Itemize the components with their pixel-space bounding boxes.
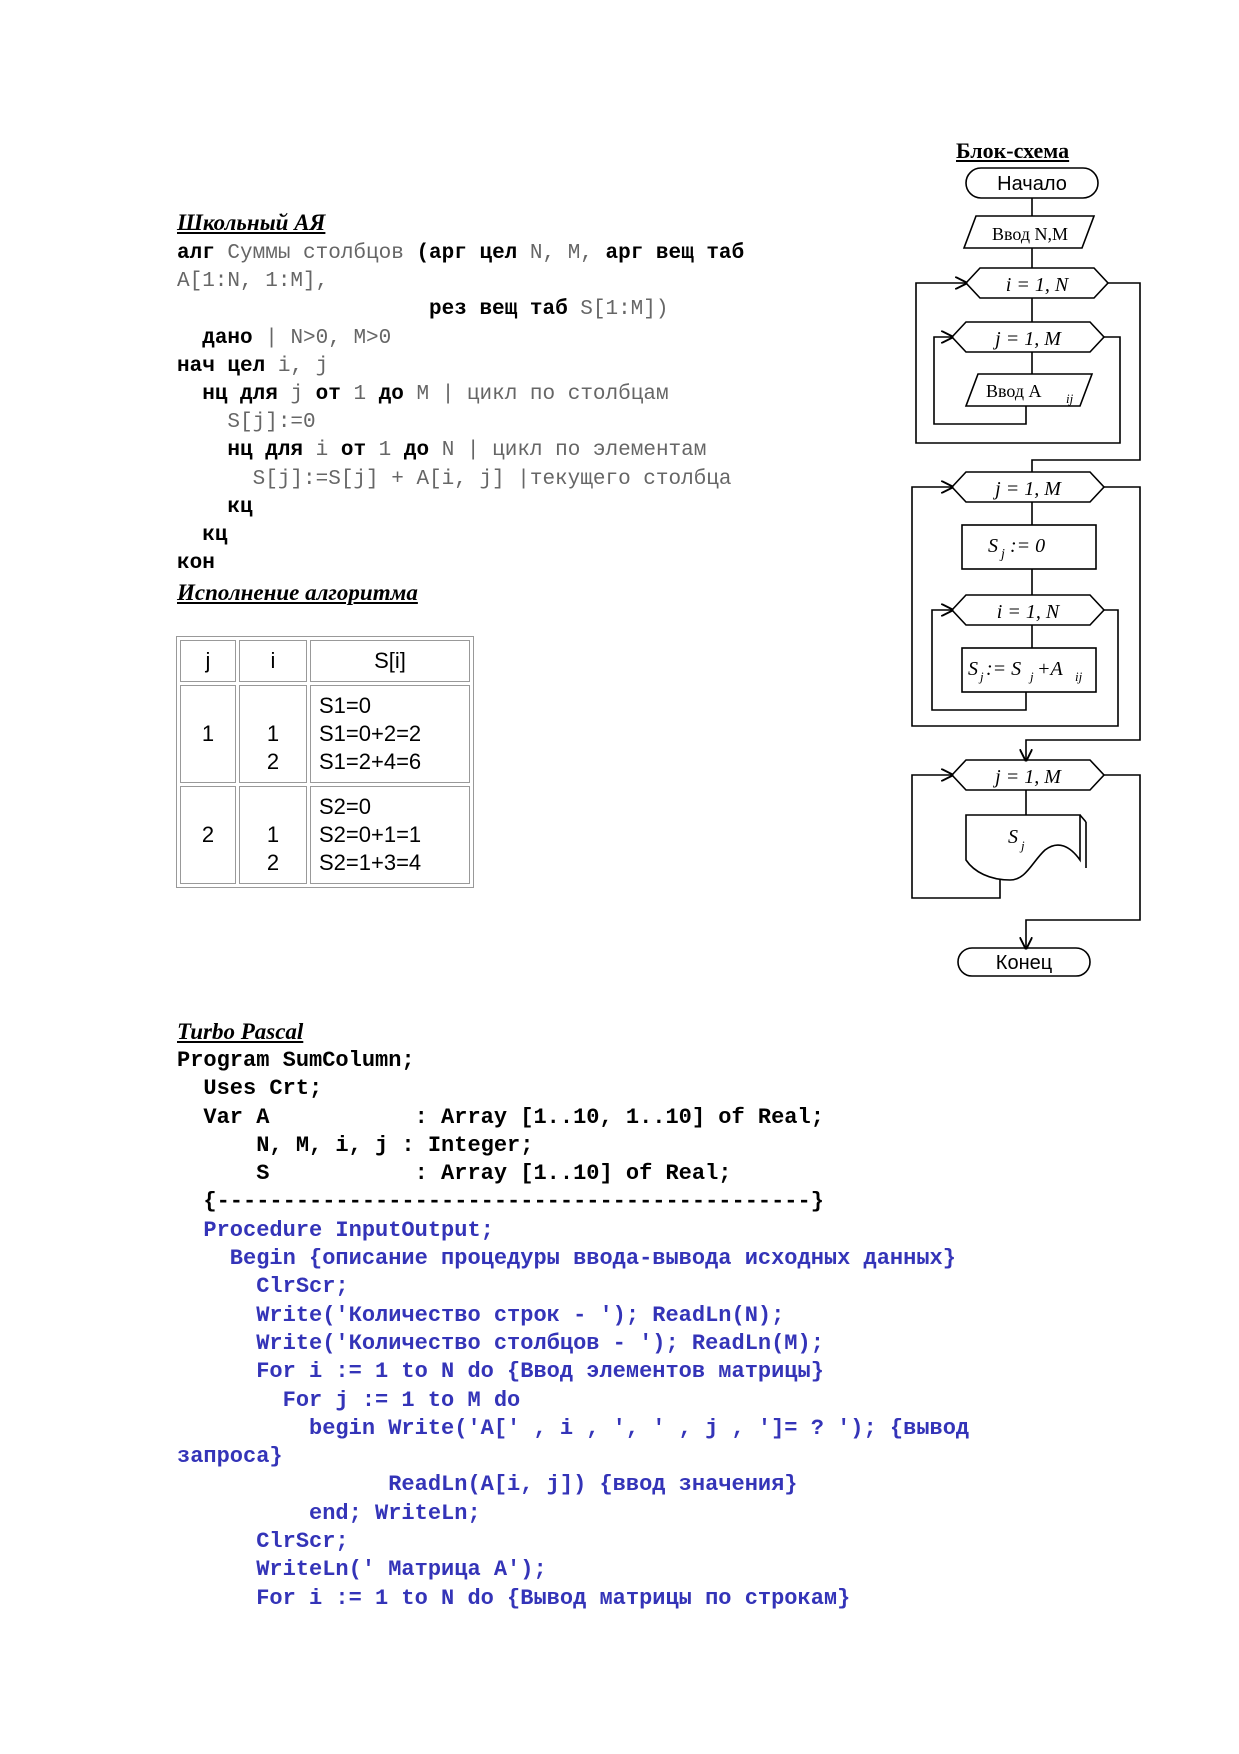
school-code-line: [177, 466, 744, 494]
cell-i: [239, 786, 307, 884]
code-text: Var A : Array [1..10, 1..10] of Real;: [177, 1104, 824, 1130]
cell-s-line: S2=0+1=1: [319, 822, 422, 847]
execution-heading: Исполнение алгоритма: [177, 580, 418, 605]
flow-loop-j-label: j = 1, M: [995, 328, 1061, 350]
code-text: S[j]:=0: [177, 411, 316, 435]
pascal-code-line: [177, 1160, 969, 1188]
cell-i-line: 1: [266, 721, 280, 746]
code-text: For i := 1 to N do {Ввод элементов матрицы}: [177, 1359, 824, 1385]
cell-s-line: S1=2+4=6: [319, 749, 422, 774]
code-text: S[j]:=S[j] + A[i, j] |текущего столбца: [177, 467, 732, 491]
code-text: WriteLn(' Матрица A');: [177, 1557, 547, 1583]
code-text: ClrScr;: [177, 1274, 349, 1300]
pascal-code-line: [177, 1075, 969, 1103]
code-text: end; WriteLn;: [177, 1500, 481, 1526]
pascal-code-line: [177, 1556, 969, 1584]
school-code-line: [177, 437, 744, 465]
code-text: ReadLn(A[i, j]) {ввод значения}: [177, 1472, 798, 1498]
school-heading: Школьный АЯ: [177, 210, 326, 235]
code-keyword: нач цел: [177, 354, 266, 378]
cell-s: [310, 786, 470, 884]
flowchart: [900, 160, 1150, 980]
code-keyword: рез вещ таб: [429, 298, 568, 322]
code-text: A[1:N, 1:M],: [177, 270, 329, 294]
pascal-code-line: [177, 1047, 969, 1075]
execution-table: [176, 636, 474, 888]
pascal-code-line: [177, 1104, 969, 1132]
code-text: For i := 1 to N do {Вывод матрицы по строкам}: [177, 1585, 851, 1611]
school-code-line: [177, 522, 744, 550]
flow-assign-s-val: := 0: [1010, 535, 1046, 557]
cell-j: 2: [180, 786, 236, 884]
code-text: Суммы столбцов: [214, 242, 417, 265]
code-text: 1: [340, 383, 379, 407]
pascal-code-line: [177, 1471, 969, 1499]
header-s: S[i]: [310, 640, 470, 682]
cell-s: [310, 685, 470, 783]
pascal-code-line: [177, 1217, 969, 1245]
code-text: Write('Количество столбцов - '); ReadLn(M);: [177, 1330, 824, 1356]
code-text: S[1:M]): [567, 298, 669, 322]
flow-input-nm-label: Ввод N,M: [991, 224, 1069, 244]
pascal-code-line: [177, 1500, 969, 1528]
code-text: [177, 524, 202, 547]
code-text: M | цикл по столбцам: [403, 383, 669, 407]
cell-i-line: [248, 692, 298, 720]
table-row: [180, 685, 470, 783]
cell-s-line: S1=0: [319, 693, 371, 718]
pascal-code-line: [177, 1188, 969, 1216]
code-keyword: нц для: [227, 439, 304, 463]
code-text: 1: [366, 439, 404, 463]
cell-i-line: 2: [266, 749, 280, 774]
header-j: j: [180, 640, 236, 682]
flow-assign-s-sub: j: [1001, 547, 1005, 562]
pascal-code-line: [177, 1273, 969, 1301]
code-text: Write('Количество строк - '); ReadLn(N);: [177, 1302, 785, 1328]
code-text: j: [277, 383, 316, 407]
cell-i-line: [248, 793, 298, 821]
cell-s-line: S2=0: [319, 794, 371, 819]
pascal-code-line: [177, 1358, 969, 1386]
school-code-line: [177, 240, 744, 268]
cell-i-line: 2: [266, 850, 280, 875]
cell-j: 1: [180, 685, 236, 783]
school-code: [177, 240, 744, 578]
code-text: [177, 439, 227, 462]
school-code-line: [177, 325, 744, 353]
flow-assign-s-label: S: [988, 535, 998, 557]
pascal-code-line: [177, 1302, 969, 1330]
school-code-line: [177, 494, 744, 522]
code-text: | N>0, M>0: [252, 326, 392, 350]
flow-loop3-j-label: j = 1, M: [995, 766, 1061, 788]
pascal-code-line: [177, 1330, 969, 1358]
table-row: [180, 786, 470, 884]
cell-s-line: S2=1+3=4: [319, 850, 422, 875]
execution-header-row: [180, 640, 470, 682]
code-keyword: алг: [177, 242, 215, 265]
code-text: Uses Crt;: [177, 1076, 323, 1102]
flow-input-a-sub: ij: [1066, 391, 1074, 406]
code-text: [177, 298, 429, 321]
code-text: [177, 383, 202, 406]
school-code-line: [177, 353, 744, 381]
code-text: N, M,: [517, 242, 606, 265]
flow-output-s-label: S: [1008, 826, 1018, 848]
code-text: [177, 327, 202, 350]
code-keyword: от: [340, 439, 367, 463]
code-text: [177, 496, 227, 519]
pascal-code-line: [177, 1528, 969, 1556]
pascal-code-line: [177, 1132, 969, 1160]
flow-loop2-i-label: i = 1, N: [996, 601, 1060, 623]
flow-input-a-label: Ввод A: [986, 381, 1042, 401]
flow-end-label: Конец: [995, 952, 1053, 974]
code-keyword: до: [403, 439, 430, 463]
pascal-heading: Turbo Pascal: [177, 1019, 304, 1044]
code-text: For j := 1 to M do: [177, 1387, 521, 1413]
school-code-line: [177, 296, 744, 324]
code-keyword: дано: [202, 326, 253, 350]
school-code-line: [177, 550, 744, 578]
pascal-code-line: [177, 1415, 969, 1443]
flow-sum-s-sub: j: [980, 669, 984, 684]
cell-i: [239, 685, 307, 783]
pascal-code: [177, 1047, 969, 1613]
flow-sum-eq: := S: [986, 658, 1022, 680]
cell-i-line: 1: [266, 822, 280, 847]
code-keyword: до: [378, 383, 404, 407]
flow-sum-plus: +A: [1037, 658, 1063, 680]
school-code-line: [177, 268, 744, 296]
code-keyword: арг вещ таб: [605, 242, 745, 265]
cell-s-line: S1=0+2=2: [319, 721, 422, 746]
pascal-code-line: [177, 1585, 969, 1613]
code-text: S : Array [1..10] of Real;: [177, 1161, 732, 1187]
flowchart-title: Блок-схема: [956, 138, 1070, 163]
flow-sum-eq-sub: j: [1030, 669, 1034, 684]
code-text: N, M, i, j : Integer;: [177, 1132, 534, 1158]
flow-output-s-sub: j: [1021, 838, 1025, 853]
code-keyword: (арг цел: [416, 242, 518, 265]
code-text: Begin {описание процедуры ввода-вывода исходных данных}: [177, 1246, 956, 1272]
flow-loop-i-label: i = 1, N: [1005, 274, 1069, 296]
code-text: begin Write('A[' , i , ', ' , j , ']= ? '); {вывод: [177, 1415, 970, 1441]
code-text: {---------------------------------------------}: [177, 1189, 824, 1215]
flow-start-label: Начало: [997, 173, 1067, 195]
pascal-code-line: [177, 1443, 969, 1471]
code-text: i, j: [265, 354, 329, 378]
flow-sum-s-label: S: [968, 658, 978, 680]
code-text: запроса}: [177, 1444, 283, 1470]
flow-loop2-j-label: j = 1, M: [995, 478, 1061, 500]
code-text: N | цикл по элементам: [429, 439, 707, 463]
code-text: Program SumColumn;: [177, 1048, 415, 1073]
school-code-line: [177, 381, 744, 409]
header-i: i: [239, 640, 307, 682]
code-keyword: кон: [177, 552, 215, 576]
pascal-code-line: [177, 1245, 969, 1273]
code-keyword: кц: [227, 495, 253, 519]
code-keyword: нц для: [202, 383, 278, 407]
pascal-code-line: [177, 1387, 969, 1415]
code-text: ClrScr;: [177, 1529, 349, 1555]
code-text: i: [303, 439, 341, 463]
code-keyword: от: [315, 383, 341, 407]
school-code-line: [177, 409, 744, 437]
code-text: Procedure InputOutput;: [177, 1217, 494, 1243]
code-keyword: кц: [202, 524, 228, 548]
flow-sum-plus-sub: ij: [1075, 669, 1083, 684]
